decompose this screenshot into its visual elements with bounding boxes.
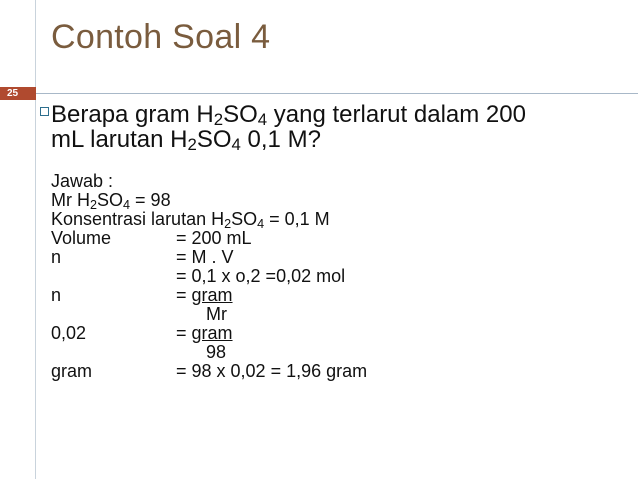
subscript: 2 bbox=[224, 217, 232, 231]
title-divider bbox=[36, 93, 638, 94]
vertical-divider bbox=[35, 0, 36, 479]
question-line-1 bbox=[51, 102, 526, 127]
slide-title: Contoh Soal 4 bbox=[51, 18, 271, 56]
question-part: mL larutan H bbox=[51, 126, 188, 153]
question-part: SO bbox=[223, 101, 258, 128]
volume-value: = 200 mL bbox=[176, 228, 252, 248]
question-text bbox=[51, 102, 526, 152]
equals-sign: = bbox=[176, 285, 192, 305]
subscript: 4 bbox=[123, 198, 131, 212]
equals-sign: = bbox=[176, 323, 192, 343]
answer-heading-text: Jawab : bbox=[51, 171, 114, 191]
n-label: n bbox=[51, 247, 62, 267]
mr-part: = 98 bbox=[130, 190, 171, 210]
fraction-denominator: 98 bbox=[206, 342, 227, 362]
square-bullet-icon bbox=[40, 107, 49, 116]
mr-text bbox=[51, 191, 171, 210]
slide-number: 25 bbox=[7, 88, 19, 99]
n-label: n bbox=[51, 285, 62, 305]
konsentrasi-part: Konsentrasi larutan H bbox=[51, 209, 225, 229]
konsentrasi-part: = 0,1 M bbox=[264, 209, 330, 229]
fraction-numerator: gram bbox=[191, 285, 233, 305]
question-part: yang terlarut dalam 200 bbox=[267, 101, 526, 128]
question-line-2 bbox=[51, 127, 526, 152]
mr-part: SO bbox=[97, 190, 124, 210]
konsentrasi-part: SO bbox=[231, 209, 258, 229]
fraction-denominator: Mr bbox=[206, 304, 227, 324]
gram-label: gram bbox=[51, 361, 93, 381]
question-part: Berapa gram H bbox=[51, 101, 214, 128]
konsentrasi-text bbox=[51, 210, 330, 229]
mr-part: Mr H bbox=[51, 190, 90, 210]
gram-result: = 98 x 0,02 = 1,96 gram bbox=[176, 361, 368, 381]
n-formula: = M . V bbox=[176, 247, 234, 267]
subscript: 2 bbox=[187, 135, 197, 154]
question-part: SO bbox=[196, 126, 232, 153]
value-label: 0,02 bbox=[51, 323, 87, 343]
subscript: 2 bbox=[213, 110, 224, 129]
n-fraction-numerator bbox=[176, 286, 233, 305]
subscript: 4 bbox=[257, 110, 268, 129]
n-calculation: = 0,1 x o,2 =0,02 mol bbox=[176, 266, 346, 286]
question-part: 0,1 M? bbox=[240, 126, 321, 153]
subscript: 4 bbox=[231, 135, 241, 154]
fraction-numerator: gram bbox=[191, 323, 233, 343]
volume-label: Volume bbox=[51, 228, 112, 248]
value-fraction-numerator bbox=[176, 324, 233, 343]
subscript: 4 bbox=[257, 217, 265, 231]
subscript: 2 bbox=[90, 198, 98, 212]
